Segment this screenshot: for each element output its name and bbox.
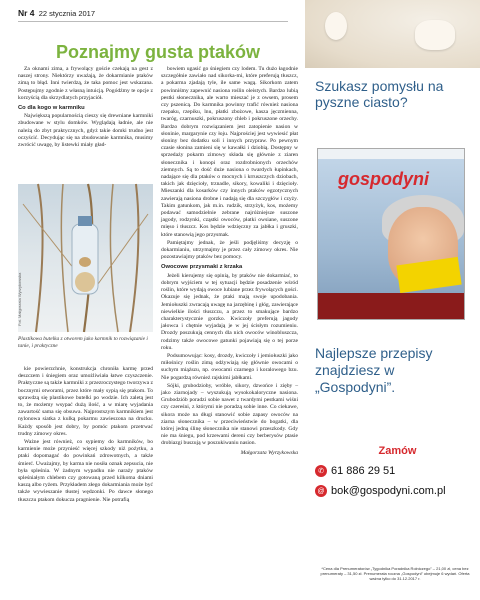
- at-sign-icon: @: [315, 485, 327, 497]
- ad-headline: Szukasz pomysłu na pyszne ciasto?: [315, 78, 444, 110]
- paragraph: Podsumowując: kosy, drozdy, kwiczoły i jemiołuszki jako miłośnicy roślin zimą odżywiają się głównie owocami o suchym miąższu, np. owocami czarnego i koralowego bzu. Nie pogardzą również rajskimi jabłkami.: [161, 352, 298, 381]
- issue-date: 22 stycznia 2017: [38, 9, 96, 18]
- bowl-image: [415, 20, 455, 50]
- article-column-1-continued: [18, 366, 153, 505]
- phone-icon: ✆: [315, 465, 327, 477]
- intro-paragraph: Za oknami zima, a frywolący goście czekają na gest z naszej strony. Niektórzy uważają, że dokarmianie ptaków zimą to błąd. Inni twierdzą, że taka pomoc jest wskazana. Postępujmy zgodnie z własną intuicją. Pogódźmy te opcje z korzyścią dla skrzydlatych przyjaciół.: [18, 66, 153, 101]
- bird-feeder-photo: [18, 184, 153, 332]
- paragraph: Ważne jest również, co sypiemy do karmników, bo karmienie może przynieść więcej szkody niż pożytku, a ptaki dopomagać do powinkań zdrowotnych, a także śmierć. Uważajmy, by karma nie nosiła oznak zepsucia, nie była spleśnia. W żadnym wypadku nie naraży ptaków spleśniałym chlebem czy gotowaną przed kilkoma dniami kaszą albo ryżem. Przykładem złego dokarmiania może być także wywieszanie tłustej wędzonki. Po dawce słonego tłuszczu ptakom dokucza pragnienie. Nie potrafią: [18, 439, 153, 503]
- order-box: [315, 445, 480, 505]
- article-column-1: [18, 66, 153, 150]
- ad-footnote: *Cena dla Prenumeratorów „Tygodnika Poradnika Rolniczego” – 21,00 zł, cena bez prenumeraty – 31,50 zł. Prenumerata roczna „Gospodyni” obejmuje 6 wydań. Oferta ważna tylko do 31.12.2017 r.: [320, 566, 470, 582]
- photo-credit: Fot. Małgorzata Wyrzykowska: [17, 272, 22, 326]
- email-row[interactable]: [315, 485, 480, 497]
- article-title: Poznajmy gusta ptaków: [55, 42, 261, 62]
- paragraph: Sójki, grubodzioby, wróble, sikory, dzwońce i zięby – jako ziarnojady – wyszukują wysokokaloryczne nasiona. Grubodziób poradzi sobie nawet z twardymi pestkami wiśni czy czereśni, z którymi nie poradzą sobie inne. Co ciekawe, sikora może na długi stanowić sobie zapasy owoców na ziarna słonecznika – w przeciwieństwie do bogatki, dla której jedną ślinę słonecznika nie stanowi przeszkody. Gdy nie ma śniegu, pod krzewami dereni czy berberysów ptasie drobiazgi buszują w poszukiwaniu nasion.: [161, 382, 298, 447]
- cover-top-strip: [318, 149, 464, 159]
- phone-row[interactable]: [315, 465, 480, 477]
- phone-number[interactable]: 61 886 29 51: [331, 465, 396, 477]
- ad-tagline: Najlepsze przepisy znajdziesz w „Gospodyni”.: [315, 345, 433, 395]
- section-heading-feeders: Co dla kogo w karmniku: [18, 105, 85, 112]
- photo-illustration: [18, 184, 153, 332]
- magazine-cover: [317, 148, 465, 320]
- page-header: [18, 8, 95, 18]
- photo-caption: Plastikowa butelka z otworem jako karmnik to rozwiązanie i tanie, i praktyczne: [18, 336, 148, 349]
- paragraph: Jeżeli kierujemy się opinią, by ptaków nie dokarmiać, to dobrym wyjściem w tej sytuacji będzie posadzenie wśród roślin, które wydają owoce lubiane przez frywolących gości. Okazuje się jednak, że ptaki mają swoje upodobania. Jemiołuszki zwracają uwagę na jarzębinę i głóg, zawierające niewielkie ilości tłuszczu, a przez to smakujące bardzo charakterystycznie gorzko. Kwiczoły preferują jagody jałowca i chętnie wyjadają je w jej ścisłym rozumieniu. Drozdy poszukują cennych dla nich owoców winobluszcza, rodzimy także owocowe gatunki pojawiają się o tej porze roku.: [161, 272, 298, 351]
- paragraph: Pamiętajmy jednak, że jeśli podjęliśmy decyzję o dokarmianiu, utrzymajmy je przez cały zimowy okres. Nie pozostawiajmy ptaków bez pomocy.: [161, 239, 298, 261]
- page-number: Nr 4: [18, 8, 35, 18]
- paragraph: Największą popularnością cieszy się drewniane karmniki zbudowane w stylu domków. Wyglądają ładnie, ale nie należą do zbyt praktycznych, gdyż takie domki trudno jest oczyścić. Decydując się na zbudowanie karmnika, musimy zwrócić uwagę, by listewki miały gład-: [18, 113, 153, 149]
- header-rule: [18, 21, 288, 22]
- article-column-2: [161, 66, 298, 457]
- cover-bottom-strip: [318, 293, 464, 319]
- magazine-advertisement[interactable]: [305, 0, 480, 600]
- paragraph: kie powierzchnie, konstrukcja chroniła karmę przed deszczem i śniegiem oraz umożliwiała łatwe czyszczenie. Praktyczne są także karmniki z przezroczystego tworzywa z bocznymi otworami, przez które mały sypią się ptakom. To sprawdzą się plastikowe butelki po wodzie. Ich zaletą jest to, że możemy wsypać dużą ilość, a w miarę wyjadania zawartość sama się obsuwa. Najprostszym karmnikiem jest nylonowa siatka z kulką pokarmu zawieszona na drucku. Każdy sposób jest dobry, by pomóc ptakom przetrwać trudny zimowy okres.: [18, 366, 153, 437]
- email-address[interactable]: bok@gospodyni.com.pl: [331, 485, 446, 497]
- paragraph: bowiem ugasić go śniegiem czy lodem. Tu dużo łagodnie szczegółnie zawiało nad sikorka-mi, które preferują tłuszcz, a pokarma zjadają tyle, ile same wagą. Sikorkom zatem powinniśmy zapewnić nasiona roślin oleistych. Bardzo lubią pestki słonecznika, ale warto mieszać je z owsem, prosem czy pszenicą. Do karmnika powinny trafić również nasiona rzepaku, rzepiku, lnu, płatki zbożowe, kasza jęczmienna, twaróg, czarnuszki, pokruszony chleb i pokruszone orzechy. Bardzo dobrym rozwiązaniem jest zatopienie nasion w słoninie, margarynie czy łoju. Najprościej jest wywiesić płat słoniny bez dodatku soli i innych przypraw. Po pewnym czasie słonina zamieni się w kawałki i dziobią. Dostępny w sprzedaży pokarm zimowy składa się głównie z ziaren słonecznika i konopi oraz rozdrobnionych orzechów ziemnych. Są to dość duże nasiona o twardych łupinkach, nadające się dla ptaków o mocnych i krruszczych dziobach, takich jak dzięcioły, trznadle, sikory, kowaliki i dzięcioły. Mieszanki dla kosarków czy innych ptaków egzotycznych zawierają nasiona drobne i nadają się dla szczygłów i czyży. Takim gatunkom, jak m.in. rudzik, strzyżyk, kos, możemy podawać samodzielnie zebrane najróżniejsze suszone jagody, rodzynki, cząstki owoców, płatki owsiane, suszone mięso i tłuszcz. Kos będzie wdzięczny za jabłka i gruszki, które stanowią jego przysmak.: [161, 66, 298, 238]
- magazine-masthead: gospodyni: [338, 169, 429, 189]
- egg-image: [325, 12, 347, 40]
- author-signature: Małgorzata Wyrzykowska: [240, 449, 298, 456]
- section-heading-fruits: Owocowe przysmaki z krzaka: [161, 264, 243, 271]
- order-label: Zamów: [378, 445, 417, 457]
- baking-photo: [305, 0, 480, 68]
